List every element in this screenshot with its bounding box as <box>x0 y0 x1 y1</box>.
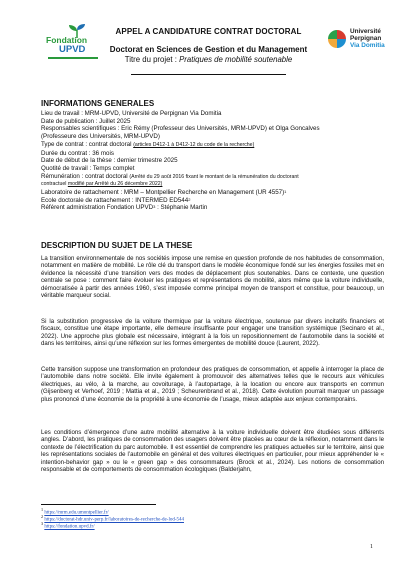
info-date-publication: Date de publication : Juillet 2025 <box>41 117 131 125</box>
remun-label: Rémunération : contrat doctoral <box>41 172 130 180</box>
ecole-text: Ecole doctorale de rattachement : INTERMED ED544 <box>41 196 189 204</box>
paragraph-1: La transition environnementale de nos sociétés impose une remise en question profonde de nos habitudes de consommation, notamment en matière de mobilité. Le rôle clé du transport dans le modèle économique fondé sur les énergies fossiles met en évidence la nécessité d’une transition vers des modes de déplacement plus soutenables. Dans ce contexte, une question centrale se pose : comment faire évoluer les pratiques et représentations de mobilité, alors même que la voiture individuelle, démocratisée à partir des années 1960, s’est imposée comme principal moyen de transport et constitue, pour beaucoup, un véritable marqueur social. <box>41 255 384 300</box>
info-debut: Date de début de la thèse : dernier trimestre 2025 <box>41 157 178 165</box>
info-quotite: Quotité de travail : Temps complet <box>41 164 135 172</box>
header-divider <box>131 74 286 75</box>
footnote-ref-1[interactable]: 1 <box>284 189 287 195</box>
project-title: Pratiques de mobilité soutenable <box>179 55 293 64</box>
referent-name: : Stéphanie Martin <box>155 204 208 212</box>
footnote-3-num: 3 <box>41 521 44 526</box>
remun-modif-link[interactable]: modifié par Arrêté du 26 décembre 2022) <box>67 181 163 188</box>
paragraph-4: Les conditions d’émergence d’une autre mobilité alternative à la voiture individuelle doivent être étudiées sous différents angles. D’abord, les pratiques de consommation des usagers doivent être placées au cœur de la réflexion, notamment dans le contexte de l’électrification du parc automobile. Il est essentiel de comprendre les pratiques actuelles sur le territoire, ainsi que les représentations sociales de l’automobile en général et des voitures électriques en particulier, pour mieux appréhender le « intention-behavior gap » ou le « green gap » des consommateurs (Brock et al., 2024). Les notions de consommation responsable et de comportements de consommation écologiques (Balderjahn, <box>41 429 384 474</box>
type-reference-link[interactable]: (articles D412-1 à D412-12 du code de la recherche) <box>133 141 255 148</box>
remun-reference: (Arrêté du 29 août 2016 fixant le montant de la rémunération du doctorant <box>129 173 299 180</box>
info-lieu: Lieu de travail : MRM-UPVD, Université de Perpignan Via Domitia <box>41 110 222 117</box>
referent-label: Référent administration Fondation UPVD <box>41 204 154 212</box>
logo-right-line3: Via Domitia <box>350 42 385 49</box>
info-responsables-cont: (Professeure des Universités, MRM-UPVD) <box>41 133 160 141</box>
logo-left-line1: Fondation <box>46 35 88 45</box>
footnote-3-link[interactable]: https://fondation.upvd.fr/ <box>44 524 95 530</box>
footnote-1-num: 1 <box>41 507 44 512</box>
footnote-ref-3[interactable]: 3 <box>153 204 156 210</box>
info-duree: Durée du contrat : 36 mois <box>41 149 114 157</box>
labo-text: Laboratoire de rattachement : MRM – Montpellier Recherche en Management (UR 4557) <box>41 189 285 197</box>
section-heading-description: DESCRIPTION DU SUJET DE LA THESE <box>41 241 193 250</box>
info-remuneration <box>41 173 381 182</box>
logo-right-line1: Université <box>350 28 381 35</box>
footnote-2-num: 2 <box>41 514 44 519</box>
paragraph-2: Si la substitution progressive de la voiture thermique par la voiture électrique, soutenue par divers incitatifs financiers et fiscaux, constitue une étape importante, elle demeure insuffisante pour engager une transition systémique (Secinaro et al., 2022). Une approche plus globale est nécessaire, intégrant à la fois un repositionnement de l’automobile dans la société et dans les territoires, ainsi qu’une réflexion sur les formes émergentes de mobilité douce (Laurent, 2022). <box>41 318 384 348</box>
logo-right-line2: Perpignan <box>350 35 382 42</box>
info-laboratoire <box>41 189 381 197</box>
document-title: APPEL A CANDIDATURE CONTRAT DOCTORAL <box>115 27 302 36</box>
project-title-line <box>0 55 417 64</box>
footnote-2-link[interactable]: https://doctorat-hdr.univ-perp.fr/laboratoires-de-recherche-de-lod-544 <box>44 517 184 523</box>
project-prefix: Titre du projet : <box>124 55 180 64</box>
type-label: Type de contrat : contrat doctoral <box>41 140 134 148</box>
info-ecole-doctorale <box>41 197 381 205</box>
info-referent <box>41 204 381 212</box>
info-type-contrat <box>41 141 381 150</box>
remun-ref-contractuel: contractuel <box>41 181 68 188</box>
footnote-3 <box>41 521 95 531</box>
info-responsables: Responsables scientifiques : Eric Rémy (Professeur des Universités, MRM-UPVD) et Olga Goncalves <box>41 125 320 133</box>
info-remuneration-cont <box>41 181 381 189</box>
logo-left-line2: UPVD <box>59 44 86 55</box>
paragraph-3: Cette transition suppose une transformation en profondeur des pratiques de consommation, et appelle à interroger la place de l’automobile dans notre société. Elle invite également à promouvoir des alternatives telles que le recours aux véhicules électriques, au vélo, à la marche, au covoiturage, à l’autopartage, à la location ou encore aux transports en commun (Gijsenberg et Verhoef, 2019 ; Mattia et al., 2019 ; Scheurenbrand et al., 2018). Cette évolution pourrait marquer un passage plus prononcé d’une économie de la propriété à une économie de l’usage, mieux adaptée aux enjeux contemporains. <box>41 366 384 403</box>
section-heading-info: INFORMATIONS GENERALES <box>41 99 155 108</box>
info-block <box>41 110 381 212</box>
footnote-divider <box>41 504 156 505</box>
document-subtitle: Doctorat en Sciences de Gestion et du Management <box>109 45 308 54</box>
footnote-ref-2[interactable]: 2 <box>188 196 191 202</box>
footnote-1-link[interactable]: https://mrm.edu.umontpellier.fr/ <box>44 510 109 516</box>
page-number: 1 <box>370 544 373 550</box>
